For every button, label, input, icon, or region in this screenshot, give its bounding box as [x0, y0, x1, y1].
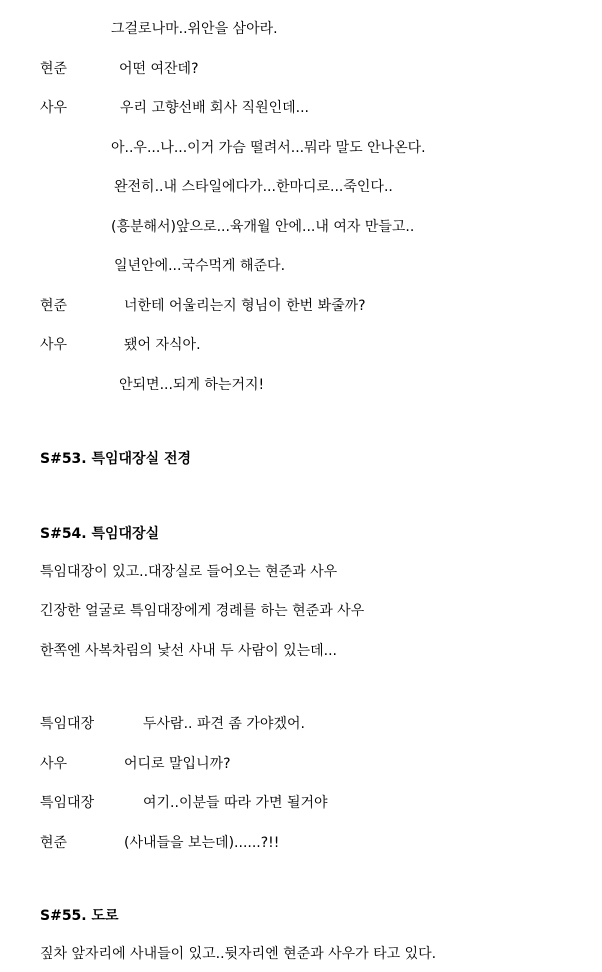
speaker-name: 현준 — [40, 61, 68, 77]
dialogue-continuation: 안되면...되게 하는거지! — [119, 377, 265, 393]
action-line: 짚차 앞자리에 사내들이 있고..뒷자리엔 현준과 사우가 타고 있다. — [40, 946, 437, 962]
speaker-name: 사우 — [40, 756, 68, 772]
dialogue-text: 됐어 자식아. — [124, 337, 201, 353]
dialogue-text: 어디로 말입니까? — [124, 756, 231, 772]
speaker-name: 특임대장 — [40, 795, 95, 811]
scene-heading: S#54. 특임대장실 — [40, 526, 160, 542]
speaker-name: 현준 — [40, 835, 68, 851]
speaker-name: 현준 — [40, 298, 68, 314]
dialogue-line — [0, 98, 602, 118]
dialogue-continuation: (흥분해서)앞으로...육개월 안에...내 여자 만들고.. — [111, 219, 415, 235]
dialogue-line — [0, 296, 602, 316]
speaker-name: 사우 — [40, 337, 68, 353]
dialogue-continuation: 일년안에...국수먹게 해준다. — [114, 258, 286, 274]
dialogue-line — [0, 714, 602, 734]
scene-heading: S#55. 도로 — [40, 908, 119, 924]
dialogue-line — [0, 793, 602, 813]
dialogue-line — [0, 335, 602, 355]
dialogue-text: (사내들을 보는데)......?!! — [124, 835, 280, 851]
dialogue-continuation: 아..우...나...이거 가슴 떨려서...뭐라 말도 안나온다. — [111, 140, 426, 156]
dialogue-text: 여기..이분들 따라 가면 될거야 — [143, 795, 328, 811]
speaker-name: 사우 — [40, 100, 68, 116]
dialogue-continuation: 완전히..내 스타일에다가...한마디로...죽인다.. — [114, 179, 393, 195]
dialogue-text: 너한테 어울리는지 형님이 한번 봐줄까? — [124, 298, 366, 314]
dialogue-text: 어떤 여잔데? — [119, 61, 199, 77]
dialogue-text: 우리 고향선배 회사 직원인데... — [120, 100, 309, 116]
dialogue-continuation: 그걸로나마..위안을 삼아라. — [111, 21, 278, 37]
speaker-name: 특임대장 — [40, 716, 95, 732]
dialogue-line — [0, 59, 602, 79]
action-line: 한쪽엔 사복차림의 낯선 사내 두 사람이 있는데... — [40, 643, 338, 659]
dialogue-line — [0, 833, 602, 853]
scene-heading: S#53. 특임대장실 전경 — [40, 451, 192, 467]
dialogue-line — [0, 754, 602, 774]
action-line: 특임대장이 있고..대장실로 들어오는 현준과 사우 — [40, 564, 338, 580]
action-line: 긴장한 얼굴로 특임대장에게 경례를 하는 현준과 사우 — [40, 603, 365, 619]
dialogue-text: 두사람.. 파견 좀 가야겠어. — [143, 716, 305, 732]
